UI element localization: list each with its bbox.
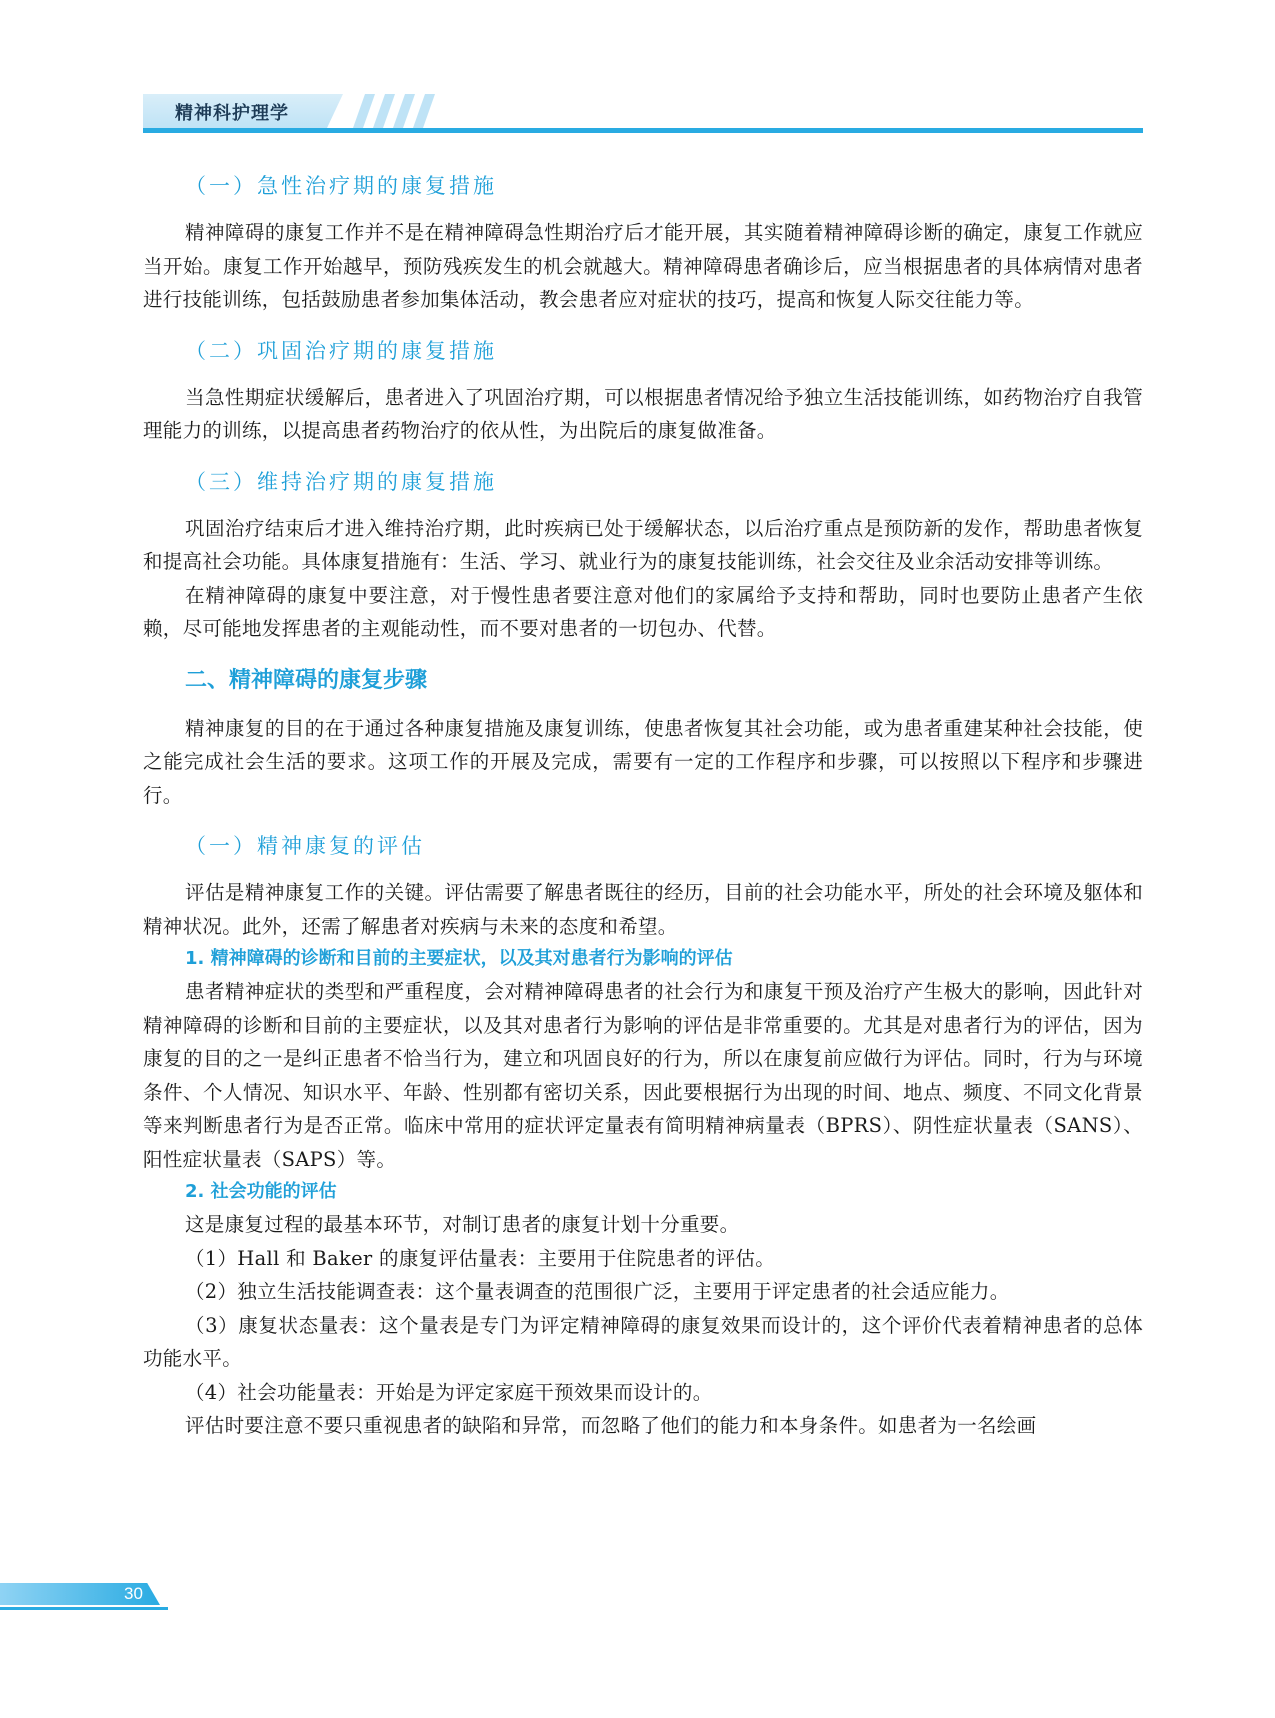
header-stripes-decoration xyxy=(345,94,495,128)
paragraph-assessment: 评估是精神康复工作的关键。评估需要了解患者既往的经历，目前的社会功能水平，所处的社会环境及躯体和精神状况。此外，还需了解患者对疾病与未来的态度和希望。 xyxy=(143,881,1143,938)
paragraph-consolidation: 当急性期症状缓解后，患者进入了巩固治疗期，可以根据患者情况给予独立生活技能训练，如药物治疗自我管理能力的训练，以提高患者药物治疗的依从性，为出院后的康复做准备。 xyxy=(143,385,1143,442)
section-heading-maintenance: （三）维持治疗期的康复措施 xyxy=(185,469,497,494)
subheading-social-function: 2. 社会功能的评估 xyxy=(185,1181,337,1202)
page-header xyxy=(143,94,1143,134)
section-heading-assessment: （一）精神康复的评估 xyxy=(185,834,425,858)
page-content xyxy=(143,170,1143,1443)
paragraph-maintenance-note: 在精神障碍的康复中要注意，对于慢性患者要注意对他们的家属给予支持和帮助，同时也要防止患者产生依赖，尽可能地发挥患者的主观能动性，而不要对患者的一切包办、代替。 xyxy=(143,583,1143,640)
paragraph-social-function: 这是康复过程的最基本环节，对制订患者的康复计划十分重要。 xyxy=(185,1213,740,1236)
list-item-rehab-status: （3）康复状态量表：这个量表是专门为评定精神障碍的康复效果而设计的，这个评价代表着精神患者的总体功能水平。 xyxy=(143,1313,1143,1370)
list-item-social-function-scale: （4）社会功能量表：开始是为评定家庭干预效果而设计的。 xyxy=(185,1380,713,1404)
paragraph-assessment-note: 评估时要注意不要只重视患者的缺陷和异常，而忽略了他们的能力和本身条件。如患者为一名绘画 xyxy=(185,1414,1037,1437)
paragraph-maintenance: 巩固治疗结束后才进入维持治疗期，此时疾病已处于缓解状态，以后治疗重点是预防新的发作，帮助患者恢复和提高社会功能。具体康复措施有：生活、学习、就业行为的康复技能训练，社会交往及业余活动安排等训练。 xyxy=(143,516,1143,573)
paragraph-acute: 精神障碍的康复工作并不是在精神障碍急性期治疗后才能开展，其实随着精神障碍诊断的确定，康复工作就应当开始。康复工作开始越早，预防残疾发生的机会就越大。精神障碍患者确诊后，应当根据患者的具体病情对患者进行技能训练，包括鼓励患者参加集体活动，教会患者应对症状的技巧，提高和恢复人际交往能力等。 xyxy=(143,221,1143,311)
paragraph-rehab-steps: 精神康复的目的在于通过各种康复措施及康复训练，使患者恢复其社会功能，或为患者重建某种社会技能，使之能完成社会生活的要求。这项工作的开展及完成，需要有一定的工作程序和步骤，可以按照以下程序和步骤进行。 xyxy=(143,716,1143,807)
list-item-independent-living: （2）独立生活技能调查表：这个量表调查的范围很广泛，主要用于评定患者的社会适应能力。 xyxy=(185,1280,1010,1303)
major-heading-rehab-steps: 二、精神障碍的康复步骤 xyxy=(185,667,428,693)
book-title: 精神科护理学 xyxy=(175,103,289,124)
subheading-diagnosis-assessment: 1. 精神障碍的诊断和目前的主要症状，以及其对患者行为影响的评估 xyxy=(185,948,733,969)
section-heading-consolidation: （二）巩固治疗期的康复措施 xyxy=(185,338,497,363)
paragraph-diagnosis-assessment: 患者精神症状的类型和严重程度，会对精神障碍患者的社会行为和康复干预及治疗产生极大的影响，因此针对精神障碍的诊断和目前的主要症状，以及其对患者行为影响的评估是非常重要的。尤其是对患者行为的评估，因为康复的目的之一是纠正患者不恰当行为，建立和巩固良好的行为，所以在康复前应做行为评估。同时，行为与环境条件、个人情况、知识水平、年龄、性别都有密切关系，因此要根据行为出现的时间、地点、频度、不同文化背景等来判断患者行为是否正常。临床中常用的症状评定量表有简明精神病量表（BPRS）、阴性症状量表（SANS）、阳性症状量表（SAPS）等。 xyxy=(143,980,1143,1171)
page-footer xyxy=(0,1583,170,1611)
section-heading-acute: （一）急性治疗期的康复措施 xyxy=(185,174,497,198)
list-item-hall-baker: （1）Hall 和 Baker 的康复评估量表：主要用于住院患者的评估。 xyxy=(185,1246,776,1270)
page-number: 30 xyxy=(124,1584,143,1603)
header-rule xyxy=(143,128,1143,133)
footer-line xyxy=(0,1607,168,1610)
